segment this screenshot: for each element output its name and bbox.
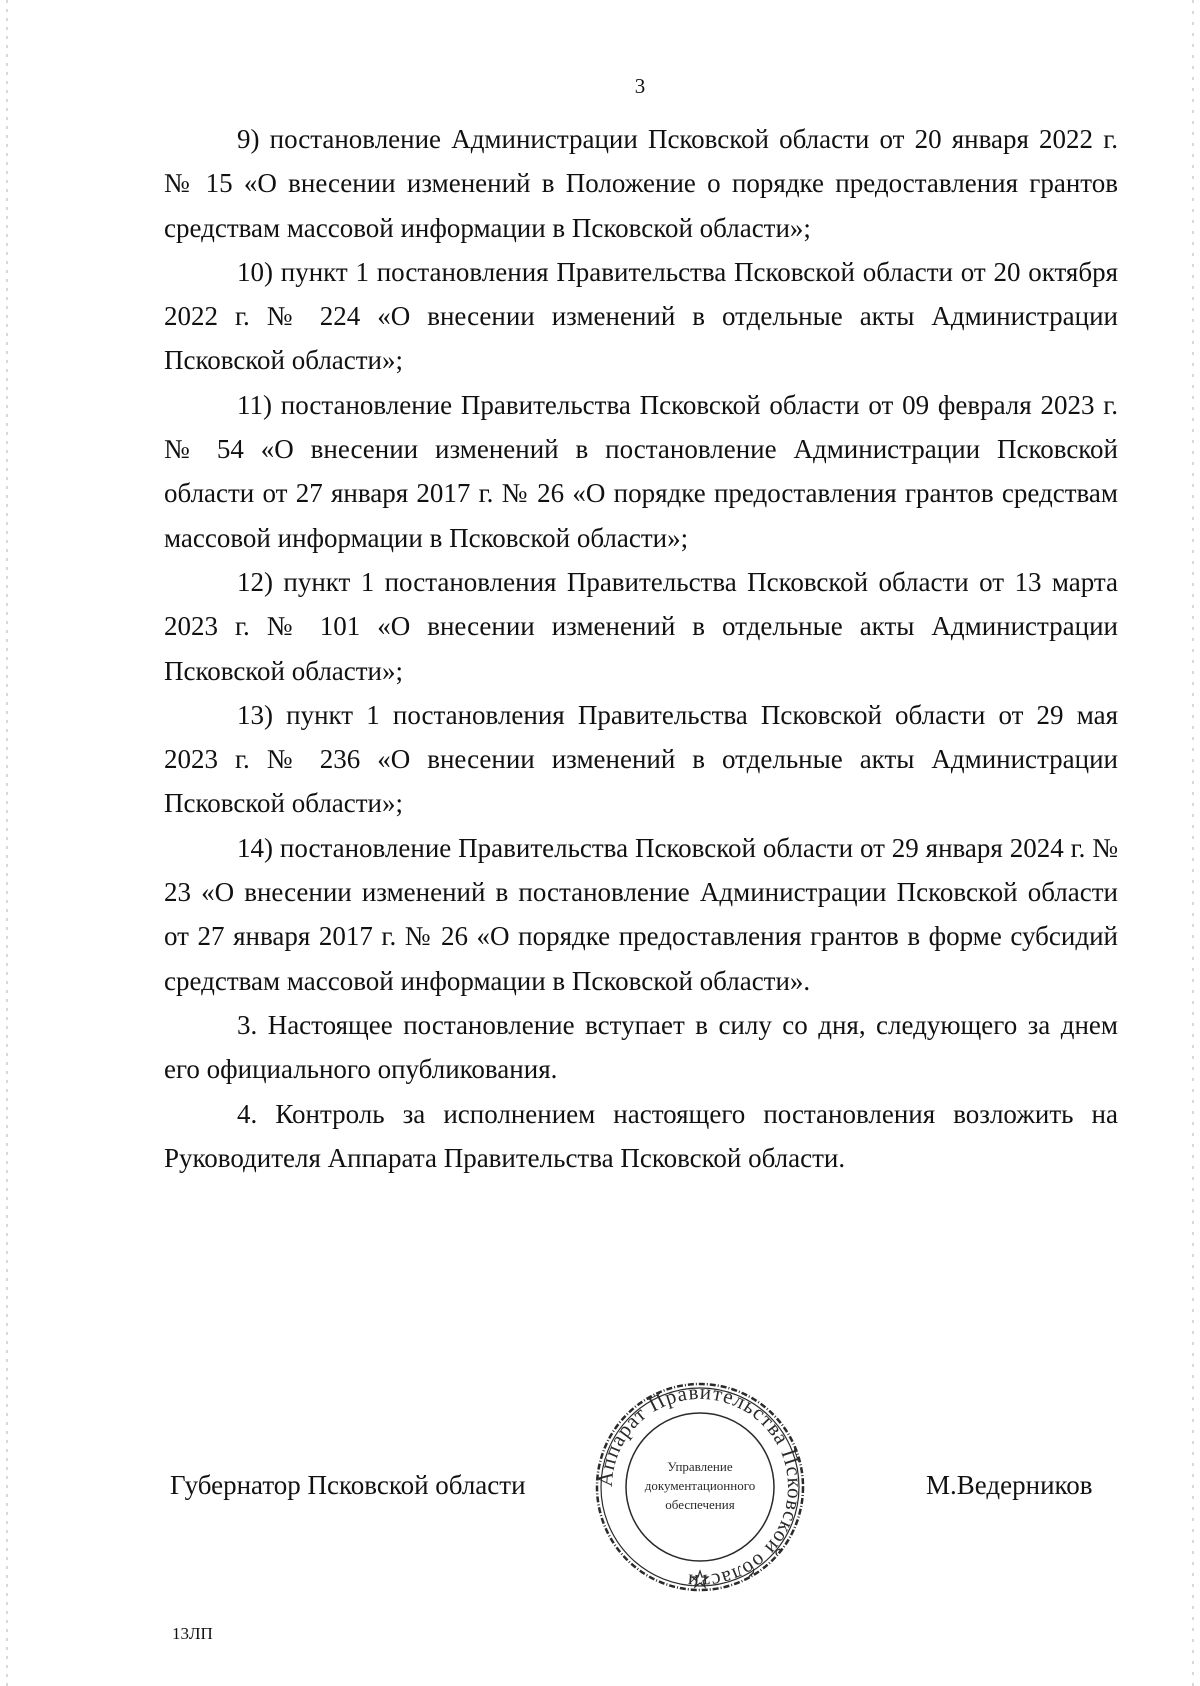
list-item-9: 9) постановление Администрации Псковской области от 20 января 2022 г. № 15 «О внесении изменений в Положение о порядке предоставления грантов средствам массовой информации в Псковской области»;: [164, 124, 1118, 243]
list-item-11: 11) постановление Правительства Псковской области от 09 февраля 2023 г. № 54 «О внесении изменений в постановление Администрации Псковской области от 27 января 2017 г. № 26 «О порядке предоставления грантов средствам массовой информации в Псковской области»;: [164, 389, 1118, 553]
list-item-14: 14) постановление Правительства Псковской области от 29 января 2024 г. № 23 «О внесении изменений в постановление Администрации Псковской области от 27 января 2017 г. № 26 «О порядке предоставления грантов в форме субсидий средствам массовой информации в Псковской области».: [164, 832, 1118, 996]
stamp-outer-text: Аппарат Правительства Псковской области: [592, 1380, 808, 1595]
official-seal-stamp: [590, 1380, 810, 1595]
signer-title: Губернатор Псковской области: [170, 1470, 526, 1500]
clause-3-effective-date: 3. Настоящее постановление вступает в силу со дня, следующего за днем его официального опубликования.: [164, 1009, 1118, 1085]
signer-name: М.Ведерников: [926, 1470, 1093, 1500]
stamp-inner-line-3: обеспечения: [665, 1497, 735, 1512]
stamp-inner-line-2: документационного: [644, 1478, 756, 1493]
list-item-10: 10) пункт 1 постановления Правительства Псковской области от 20 октября 2022 г. № 224 «О внесении изменений в отдельные акты Администрации Псковской области»;: [164, 256, 1118, 376]
page-number: 3: [634, 74, 646, 98]
clause-4-control: 4. Контроль за исполнением настоящего постановления возложить на Руководителя Аппарата Правительства Псковской области.: [164, 1098, 1118, 1173]
list-item-13: 13) пункт 1 постановления Правительства Псковской области от 29 мая 2023 г. № 236 «О внесении изменений в отдельные акты Администрации Псковской области»;: [164, 699, 1118, 819]
document-code: 13ЛП: [172, 1624, 213, 1643]
list-item-12: 12) пункт 1 постановления Правительства Псковской области от 13 марта 2023 г. № 101 «О внесении изменений в отдельные акты Администрации Псковской области»;: [164, 566, 1118, 686]
document-body: [164, 117, 1118, 1180]
stamp-inner-line-1: Управление: [667, 1459, 733, 1474]
